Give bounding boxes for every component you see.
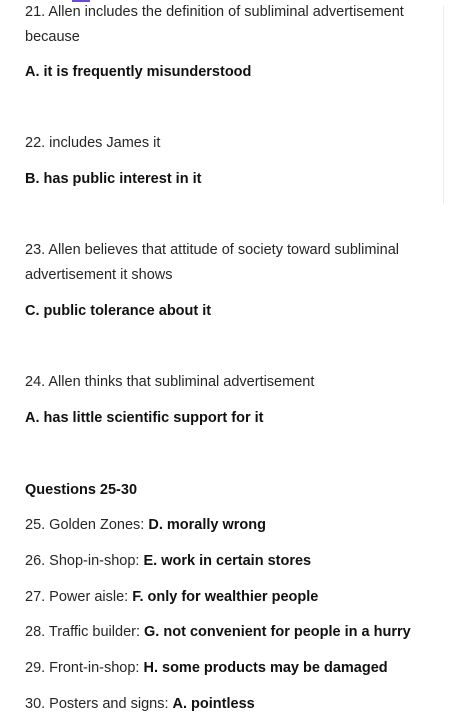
match-item-27 [25, 587, 455, 607]
question-21: 21. Allen includes the definition of subliminal advertisement because [25, 4, 404, 45]
match-item-26 [25, 551, 455, 571]
question-22: 22. includes James it [25, 135, 161, 151]
match-label: 29. Front-in-shop: [25, 660, 140, 676]
match-answer: H. some products may be damaged [143, 660, 388, 676]
match-label: 27. Power aisle: [25, 589, 129, 605]
match-item-29 [25, 658, 455, 678]
answer-23: C. public tolerance about it [25, 303, 212, 319]
match-answer: E. work in certain stores [143, 553, 312, 569]
match-label: 28. Traffic builder: [25, 624, 140, 640]
question-24: 24. Allen thinks that subliminal advertisement [25, 374, 315, 390]
match-answer: F. only for wealthier people [132, 589, 319, 605]
match-label: 25. Golden Zones: [25, 517, 145, 533]
match-label: 26. Shop-in-shop: [25, 553, 140, 569]
match-answer: D. morally wrong [148, 517, 266, 533]
match-label: 30. Posters and signs: [25, 696, 169, 712]
question-23: 23. Allen believes that attitude of society toward subliminal advertisement it shows [25, 242, 399, 283]
match-item-25 [25, 515, 455, 535]
answer-21: A. it is frequently misunderstood [25, 64, 252, 80]
answer-24: A. has little scientific support for it [25, 410, 264, 426]
match-item-30 [25, 694, 455, 714]
answer-22: B. has public interest in it [25, 171, 202, 187]
section-title: Questions 25-30 [25, 482, 138, 498]
match-answer: G. not convenient for people in a hurry [144, 624, 411, 640]
match-item-28 [25, 622, 455, 642]
match-answer: A. pointless [172, 696, 255, 712]
